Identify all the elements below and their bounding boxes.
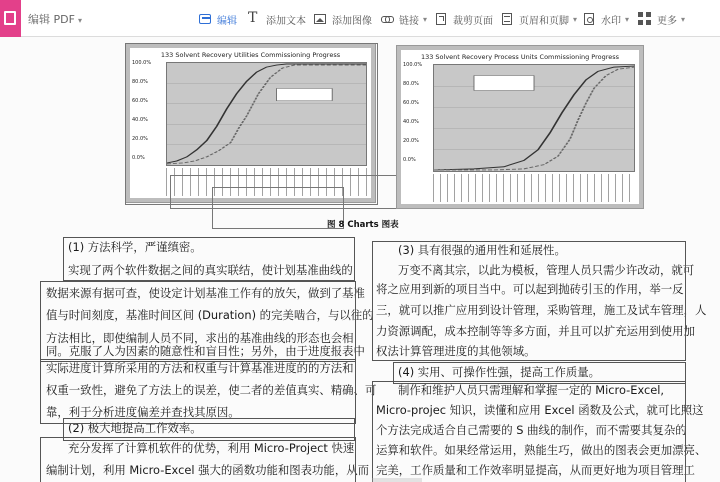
y-tick: 20.0% (132, 136, 148, 142)
right-text-line[interactable]: Micro-projec 知识，读懂和应用 Excel 函数及公式，就可比照这 (376, 403, 704, 417)
header-footer-label: 页眉和页脚 (519, 15, 569, 27)
chart-right-xaxis-labels (433, 174, 635, 202)
left-text-line[interactable]: 方法相比，即使编制人员不同，求出的基准曲线的形态也会相 (46, 331, 354, 345)
right-text-line[interactable]: 万变不离其宗，以此为模板，管理人员只需少许改动，就可 (398, 263, 695, 277)
chevron-down-icon: ▾ (77, 16, 82, 25)
chevron-down-icon: ▾ (573, 14, 578, 24)
left-text-line[interactable]: 值与时间刻度，基准时间区间 (Duration) 的完美啮合，与以往的 (46, 308, 374, 322)
link-icon (380, 12, 394, 26)
left-text-line[interactable]: 编制计划，利用 Micro-Excel 强大的函数功能和图表功能，从而 (46, 463, 369, 477)
pdf-app-icon[interactable] (0, 0, 21, 37)
header-footer-button[interactable] (500, 11, 577, 27)
y-tick: 0.0% (132, 155, 145, 161)
y-tick: 40.0% (132, 117, 148, 123)
add-text-button[interactable] (247, 11, 306, 27)
right-text-line[interactable]: (4) 实用、可操作性强，提高工作质量。 (398, 365, 601, 379)
link-label: 链接 (399, 15, 419, 27)
toolbar (0, 0, 720, 37)
link-button[interactable] (380, 11, 427, 27)
crop-page-button[interactable] (434, 11, 493, 27)
text-block-box (372, 241, 686, 361)
watermark-overlay (372, 478, 422, 482)
right-text-line[interactable]: 将之应用到新的项目当中。可以起到抛砖引玉的作用，举一反 (376, 282, 684, 296)
y-tick: 100.0% (403, 62, 423, 68)
left-text-line[interactable]: 实际进度计算所采用的方法和权重与计算基准进度的的方法和 (46, 361, 354, 375)
edit-pdf-menu[interactable] (28, 11, 82, 27)
y-tick: 60.0% (403, 100, 419, 106)
image-icon (313, 12, 327, 26)
chevron-down-icon: ▾ (681, 14, 686, 24)
chart-right-title: 133 Solvent Recovery Process Units Commissioning Progress (420, 53, 620, 61)
chart-right-svg (434, 65, 634, 171)
edit-icon (198, 12, 212, 26)
document-page (0, 37, 720, 482)
left-text-line[interactable]: (1) 方法科学，严谨缜密。 (68, 240, 202, 254)
more-grid-icon (638, 12, 652, 26)
edit-pdf-label: 编辑 PDF (28, 13, 75, 26)
header-footer-icon (500, 12, 514, 26)
watermark-label: 水印 (601, 15, 621, 27)
crop-label: 裁剪页面 (453, 15, 493, 27)
right-text-line[interactable]: 制作和维护人员只需理解和掌握一定的 Micro-Excel, (398, 383, 665, 397)
add-image-label: 添加图像 (332, 15, 372, 27)
y-tick: 20.0% (403, 138, 419, 144)
left-text-line[interactable]: 实现了两个软件数据之间的真实联结，使计划基准曲线的 (68, 263, 353, 277)
right-text-line[interactable]: 个方法完成适合自己需要的 S 曲线的制作，而不需要其复杂的 (376, 423, 687, 437)
crop-icon (434, 12, 448, 26)
ocr-text-box (212, 187, 344, 229)
right-text-line[interactable]: 力资源调配，成本控制等等多方面，并且可以扩充运用到使用加 (376, 324, 695, 338)
right-text-line[interactable]: (3) 具有很强的通用性和延展性。 (398, 243, 566, 257)
add-text-label: 添加文本 (266, 15, 306, 27)
left-text-line[interactable]: 权重一致性，避免了方法上的误差，使二者的差值真实、精确、可 (46, 383, 377, 397)
right-text-line[interactable]: 完美，工作质量和工作效率明显提高，从而更好地为项目管理工 (376, 463, 695, 477)
y-tick: 80.0% (132, 79, 148, 85)
chevron-down-icon: ▾ (423, 14, 428, 24)
edit-label: 编辑 (217, 15, 237, 27)
right-text-line[interactable]: 运算和软件。如果经常运用，熟能生巧，做出的图表会更加漂亮、 (376, 443, 707, 457)
chart-image-right[interactable] (396, 45, 644, 209)
text-icon (247, 12, 261, 26)
add-image-button[interactable] (313, 11, 372, 27)
y-tick: 40.0% (403, 119, 419, 125)
more-button[interactable] (638, 11, 685, 27)
left-text-line[interactable]: (2) 极大地提高工作效率。 (68, 421, 202, 435)
figure-caption: 图 8 Charts 图表 (327, 220, 399, 230)
left-text-line[interactable]: 同。克服了人为因素的随意性和盲目性；另外，由于进度报表中 (46, 344, 365, 358)
left-text-line[interactable]: 数据来源有据可查，使设定计划基准工作有的放矢，做到了基准 (46, 286, 365, 300)
right-text-line[interactable]: 三，就可以推广应用到设计管理，采购管理，施工及试车管理，人 (376, 303, 707, 317)
y-tick: 60.0% (132, 98, 148, 104)
y-tick: 80.0% (403, 81, 419, 87)
left-text-line[interactable]: 靠，利于分析进度偏差并查找其原因。 (46, 405, 240, 419)
chevron-down-icon: ▾ (625, 14, 630, 24)
edit-button[interactable] (198, 11, 237, 27)
left-text-line[interactable]: 充分发挥了计算机软件的优势，利用 Micro-Project 快速 (68, 441, 355, 455)
chart-right-yaxis (403, 62, 433, 172)
chart-right-plot (433, 64, 635, 172)
watermark-icon (582, 12, 596, 26)
chart-left-title: 133 Solvent Recovery Utilities Commissioning Progress (160, 51, 341, 59)
more-label: 更多 (657, 15, 677, 27)
watermark-button[interactable] (582, 11, 629, 27)
right-text-line[interactable]: 权法计算管理进度的其他领域。 (376, 344, 536, 358)
y-tick: 100.0% (132, 60, 152, 66)
y-tick: 0.0% (403, 157, 416, 163)
